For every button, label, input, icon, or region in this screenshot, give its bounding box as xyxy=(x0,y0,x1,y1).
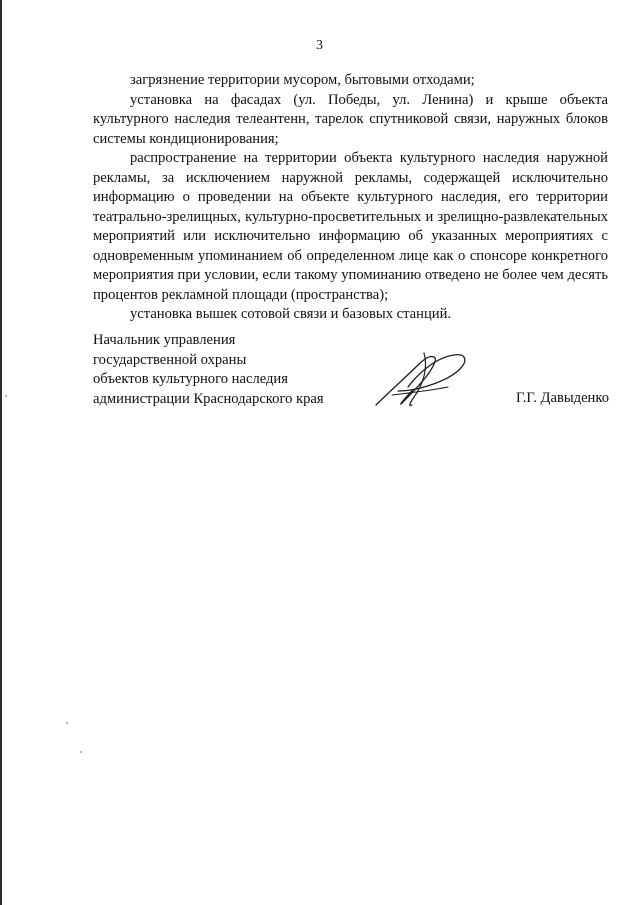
margin-speck xyxy=(66,722,68,724)
paragraph-facade-installations: установка на фасадах (ул. Победы, ул. Ленина) и крыше объекта культурного наследия телеантенн, тарелок спутниковой связи, наружных блоков системы кондиционирования; xyxy=(93,91,608,147)
signer-title-line-2: государственной охраны xyxy=(93,351,247,368)
paragraph-litter: загрязнение территории мусором, бытовыми отходами; xyxy=(130,72,475,88)
page-left-edge xyxy=(0,0,2,905)
signer-name: Г.Г. Давыденко xyxy=(515,390,609,406)
handwritten-signature xyxy=(368,347,478,409)
margin-speck xyxy=(5,395,7,397)
paragraph-advertising: распространение на территории объекта культурного наследия наружной рекламы, за исключением наружной рекламы, содержащей исключительно информацию о проведении на объекте культурного наследия, его территории театрально-зрелищных, культурно-просветительных и зрелищно-развлекательных мероприятий или исключительно информацию об указанных мероприятиях с одновременным упоминанием об определенном лице как о спонсоре конкретного мероприятия при условии, если такому упоминанию отведено не более чем десять процентов рекламной площади (пространства); xyxy=(93,150,608,303)
paragraph-cell-towers: установка вышек сотовой связи и базовых станций. xyxy=(130,306,452,322)
signer-title-line-3: объектов культурного наследия xyxy=(93,371,288,387)
document-body xyxy=(93,71,608,325)
signer-title-line-1: Начальник управления xyxy=(93,332,236,348)
page-number: 3 xyxy=(316,38,323,53)
signature-block xyxy=(93,331,613,411)
signer-title-line-4: администрации Краснодарского края xyxy=(93,390,324,407)
margin-speck xyxy=(80,751,82,753)
